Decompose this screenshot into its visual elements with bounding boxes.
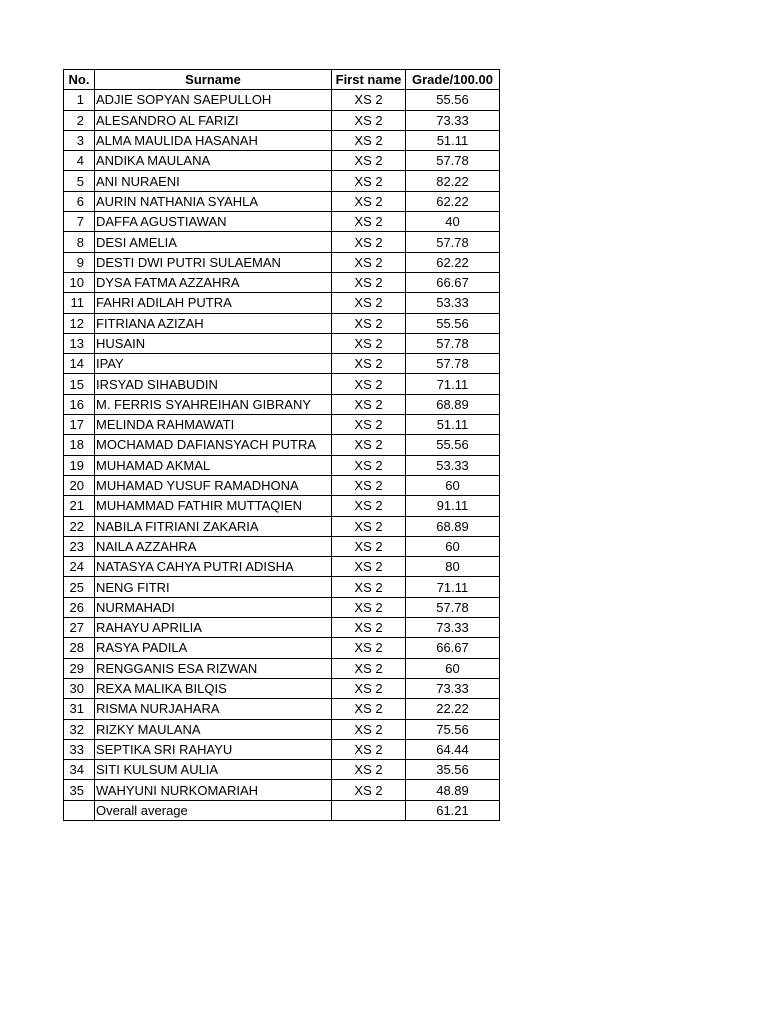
- row-number-cell: 28: [64, 638, 95, 658]
- table-row: [64, 191, 500, 211]
- table-row: [64, 496, 500, 516]
- surname-cell: RAHAYU APRILIA: [95, 618, 332, 638]
- first-name-cell: XS 2: [332, 760, 406, 780]
- first-name-cell: XS 2: [332, 272, 406, 292]
- first-name-cell: XS 2: [332, 333, 406, 353]
- row-number-cell: 22: [64, 516, 95, 536]
- table-row: [64, 739, 500, 759]
- average-label: Overall average: [95, 800, 332, 820]
- row-number-cell: 2: [64, 110, 95, 130]
- row-number-cell: 21: [64, 496, 95, 516]
- first-name-cell: XS 2: [332, 212, 406, 232]
- surname-cell: FAHRI ADILAH PUTRA: [95, 293, 332, 313]
- grade-cell: 40: [406, 212, 500, 232]
- table-row: [64, 780, 500, 800]
- first-name-cell: XS 2: [332, 699, 406, 719]
- header-grade: Grade/100.00: [406, 70, 500, 90]
- row-number-cell: 25: [64, 577, 95, 597]
- row-number-cell: 16: [64, 394, 95, 414]
- row-number-cell: 20: [64, 475, 95, 495]
- grade-cell: 73.33: [406, 678, 500, 698]
- grade-cell: 62.22: [406, 191, 500, 211]
- table-row: [64, 678, 500, 698]
- row-number-cell: 26: [64, 597, 95, 617]
- surname-cell: REXA MALIKA BILQIS: [95, 678, 332, 698]
- first-name-cell: XS 2: [332, 597, 406, 617]
- surname-cell: NURMAHADI: [95, 597, 332, 617]
- first-name-cell: XS 2: [332, 516, 406, 536]
- average-first-name-cell: [332, 800, 406, 820]
- table-row: [64, 293, 500, 313]
- grade-cell: 51.11: [406, 130, 500, 150]
- row-number-cell: 14: [64, 354, 95, 374]
- grade-cell: 57.78: [406, 354, 500, 374]
- row-number-cell: 34: [64, 760, 95, 780]
- table-row: [64, 719, 500, 739]
- first-name-cell: XS 2: [332, 536, 406, 556]
- surname-cell: NATASYA CAHYA PUTRI ADISHA: [95, 557, 332, 577]
- table-row: [64, 394, 500, 414]
- surname-cell: ADJIE SOPYAN SAEPULLOH: [95, 90, 332, 110]
- table-row: [64, 374, 500, 394]
- row-number-cell: 1: [64, 90, 95, 110]
- row-number-cell: 5: [64, 171, 95, 191]
- row-number-cell: 12: [64, 313, 95, 333]
- row-number-cell: 6: [64, 191, 95, 211]
- table-row: [64, 557, 500, 577]
- grade-cell: 57.78: [406, 151, 500, 171]
- grade-cell: 51.11: [406, 415, 500, 435]
- grade-cell: 60: [406, 475, 500, 495]
- first-name-cell: XS 2: [332, 719, 406, 739]
- surname-cell: SITI KULSUM AULIA: [95, 760, 332, 780]
- table-row: [64, 638, 500, 658]
- table-row: [64, 354, 500, 374]
- first-name-cell: XS 2: [332, 638, 406, 658]
- grade-cell: 53.33: [406, 293, 500, 313]
- surname-cell: IRSYAD SIHABUDIN: [95, 374, 332, 394]
- surname-cell: MOCHAMAD DAFIANSYACH PUTRA: [95, 435, 332, 455]
- grade-cell: 55.56: [406, 435, 500, 455]
- row-number-cell: 32: [64, 719, 95, 739]
- surname-cell: SEPTIKA SRI RAHAYU: [95, 739, 332, 759]
- row-number-cell: 13: [64, 333, 95, 353]
- surname-cell: FITRIANA AZIZAH: [95, 313, 332, 333]
- row-number-cell: 10: [64, 272, 95, 292]
- grade-cell: 68.89: [406, 516, 500, 536]
- row-number-cell: 31: [64, 699, 95, 719]
- grade-cell: 53.33: [406, 455, 500, 475]
- header-row: [64, 70, 500, 90]
- surname-cell: RIZKY MAULANA: [95, 719, 332, 739]
- first-name-cell: XS 2: [332, 455, 406, 475]
- grade-cell: 73.33: [406, 110, 500, 130]
- first-name-cell: XS 2: [332, 618, 406, 638]
- first-name-cell: XS 2: [332, 475, 406, 495]
- header-surname: Surname: [95, 70, 332, 90]
- row-number-cell: 24: [64, 557, 95, 577]
- row-number-cell: 4: [64, 151, 95, 171]
- surname-cell: ALMA MAULIDA HASANAH: [95, 130, 332, 150]
- first-name-cell: XS 2: [332, 557, 406, 577]
- grade-cell: 80: [406, 557, 500, 577]
- table-row: [64, 171, 500, 191]
- first-name-cell: XS 2: [332, 130, 406, 150]
- grade-cell: 75.56: [406, 719, 500, 739]
- grade-cell: 71.11: [406, 374, 500, 394]
- table-row: [64, 577, 500, 597]
- first-name-cell: XS 2: [332, 354, 406, 374]
- grade-cell: 64.44: [406, 739, 500, 759]
- table-row: [64, 455, 500, 475]
- grade-cell: 55.56: [406, 90, 500, 110]
- grade-cell: 62.22: [406, 252, 500, 272]
- row-number-cell: 8: [64, 232, 95, 252]
- first-name-cell: XS 2: [332, 374, 406, 394]
- surname-cell: WAHYUNI NURKOMARIAH: [95, 780, 332, 800]
- surname-cell: RISMA NURJAHARA: [95, 699, 332, 719]
- grade-cell: 60: [406, 658, 500, 678]
- surname-cell: MELINDA RAHMAWATI: [95, 415, 332, 435]
- surname-cell: RENGGANIS ESA RIZWAN: [95, 658, 332, 678]
- grade-cell: 60: [406, 536, 500, 556]
- header-no: No.: [64, 70, 95, 90]
- table-row: [64, 475, 500, 495]
- first-name-cell: XS 2: [332, 415, 406, 435]
- table-body: [64, 90, 500, 800]
- surname-cell: MUHAMAD YUSUF RAMADHONA: [95, 475, 332, 495]
- row-number-cell: 27: [64, 618, 95, 638]
- first-name-cell: XS 2: [332, 435, 406, 455]
- table-row: [64, 151, 500, 171]
- first-name-cell: XS 2: [332, 293, 406, 313]
- table-row: [64, 536, 500, 556]
- row-number-cell: 17: [64, 415, 95, 435]
- first-name-cell: XS 2: [332, 171, 406, 191]
- average-grade: 61.21: [406, 800, 500, 820]
- first-name-cell: XS 2: [332, 232, 406, 252]
- surname-cell: M. FERRIS SYAHREIHAN GIBRANY: [95, 394, 332, 414]
- surname-cell: DESI AMELIA: [95, 232, 332, 252]
- average-row: [64, 800, 500, 820]
- grade-cell: 71.11: [406, 577, 500, 597]
- first-name-cell: XS 2: [332, 577, 406, 597]
- row-number-cell: 15: [64, 374, 95, 394]
- first-name-cell: XS 2: [332, 739, 406, 759]
- table-row: [64, 232, 500, 252]
- row-number-cell: 33: [64, 739, 95, 759]
- first-name-cell: XS 2: [332, 151, 406, 171]
- row-number-cell: 23: [64, 536, 95, 556]
- surname-cell: AURIN NATHANIA SYAHLA: [95, 191, 332, 211]
- table-row: [64, 333, 500, 353]
- row-number-cell: 3: [64, 130, 95, 150]
- first-name-cell: XS 2: [332, 496, 406, 516]
- table-row: [64, 597, 500, 617]
- grade-cell: 35.56: [406, 760, 500, 780]
- table-row: [64, 212, 500, 232]
- grade-cell: 91.11: [406, 496, 500, 516]
- row-number-cell: 11: [64, 293, 95, 313]
- surname-cell: RASYA PADILA: [95, 638, 332, 658]
- row-number-cell: 7: [64, 212, 95, 232]
- surname-cell: ANDIKA MAULANA: [95, 151, 332, 171]
- surname-cell: ANI NURAENI: [95, 171, 332, 191]
- surname-cell: MUHAMMAD FATHIR MUTTAQIEN: [95, 496, 332, 516]
- row-number-cell: 9: [64, 252, 95, 272]
- first-name-cell: XS 2: [332, 780, 406, 800]
- table-row: [64, 110, 500, 130]
- grade-cell: 57.78: [406, 597, 500, 617]
- grade-cell: 73.33: [406, 618, 500, 638]
- grade-cell: 82.22: [406, 171, 500, 191]
- surname-cell: NAILA AZZAHRA: [95, 536, 332, 556]
- grade-cell: 22.22: [406, 699, 500, 719]
- first-name-cell: XS 2: [332, 90, 406, 110]
- surname-cell: DYSA FATMA AZZAHRA: [95, 272, 332, 292]
- row-number-cell: 30: [64, 678, 95, 698]
- table-row: [64, 618, 500, 638]
- grade-cell: 68.89: [406, 394, 500, 414]
- grade-cell: 48.89: [406, 780, 500, 800]
- surname-cell: HUSAIN: [95, 333, 332, 353]
- average-no-cell: [64, 800, 95, 820]
- row-number-cell: 29: [64, 658, 95, 678]
- header-first-name: First name: [332, 70, 406, 90]
- first-name-cell: XS 2: [332, 110, 406, 130]
- table-row: [64, 760, 500, 780]
- table-row: [64, 252, 500, 272]
- surname-cell: MUHAMAD AKMAL: [95, 455, 332, 475]
- surname-cell: ALESANDRO AL FARIZI: [95, 110, 332, 130]
- grade-cell: 55.56: [406, 313, 500, 333]
- grade-cell: 57.78: [406, 333, 500, 353]
- first-name-cell: XS 2: [332, 678, 406, 698]
- table-row: [64, 699, 500, 719]
- grade-table: [63, 69, 500, 821]
- table-row: [64, 415, 500, 435]
- first-name-cell: XS 2: [332, 394, 406, 414]
- grade-cell: 66.67: [406, 272, 500, 292]
- table-row: [64, 658, 500, 678]
- first-name-cell: XS 2: [332, 191, 406, 211]
- row-number-cell: 35: [64, 780, 95, 800]
- table-row: [64, 130, 500, 150]
- table-row: [64, 516, 500, 536]
- first-name-cell: XS 2: [332, 313, 406, 333]
- surname-cell: DAFFA AGUSTIAWAN: [95, 212, 332, 232]
- grade-cell: 57.78: [406, 232, 500, 252]
- first-name-cell: XS 2: [332, 658, 406, 678]
- surname-cell: NENG FITRI: [95, 577, 332, 597]
- surname-cell: IPAY: [95, 354, 332, 374]
- surname-cell: DESTI DWI PUTRI SULAEMAN: [95, 252, 332, 272]
- grade-cell: 66.67: [406, 638, 500, 658]
- table-row: [64, 272, 500, 292]
- first-name-cell: XS 2: [332, 252, 406, 272]
- table-row: [64, 90, 500, 110]
- row-number-cell: 18: [64, 435, 95, 455]
- row-number-cell: 19: [64, 455, 95, 475]
- surname-cell: NABILA FITRIANI ZAKARIA: [95, 516, 332, 536]
- table-row: [64, 313, 500, 333]
- table-row: [64, 435, 500, 455]
